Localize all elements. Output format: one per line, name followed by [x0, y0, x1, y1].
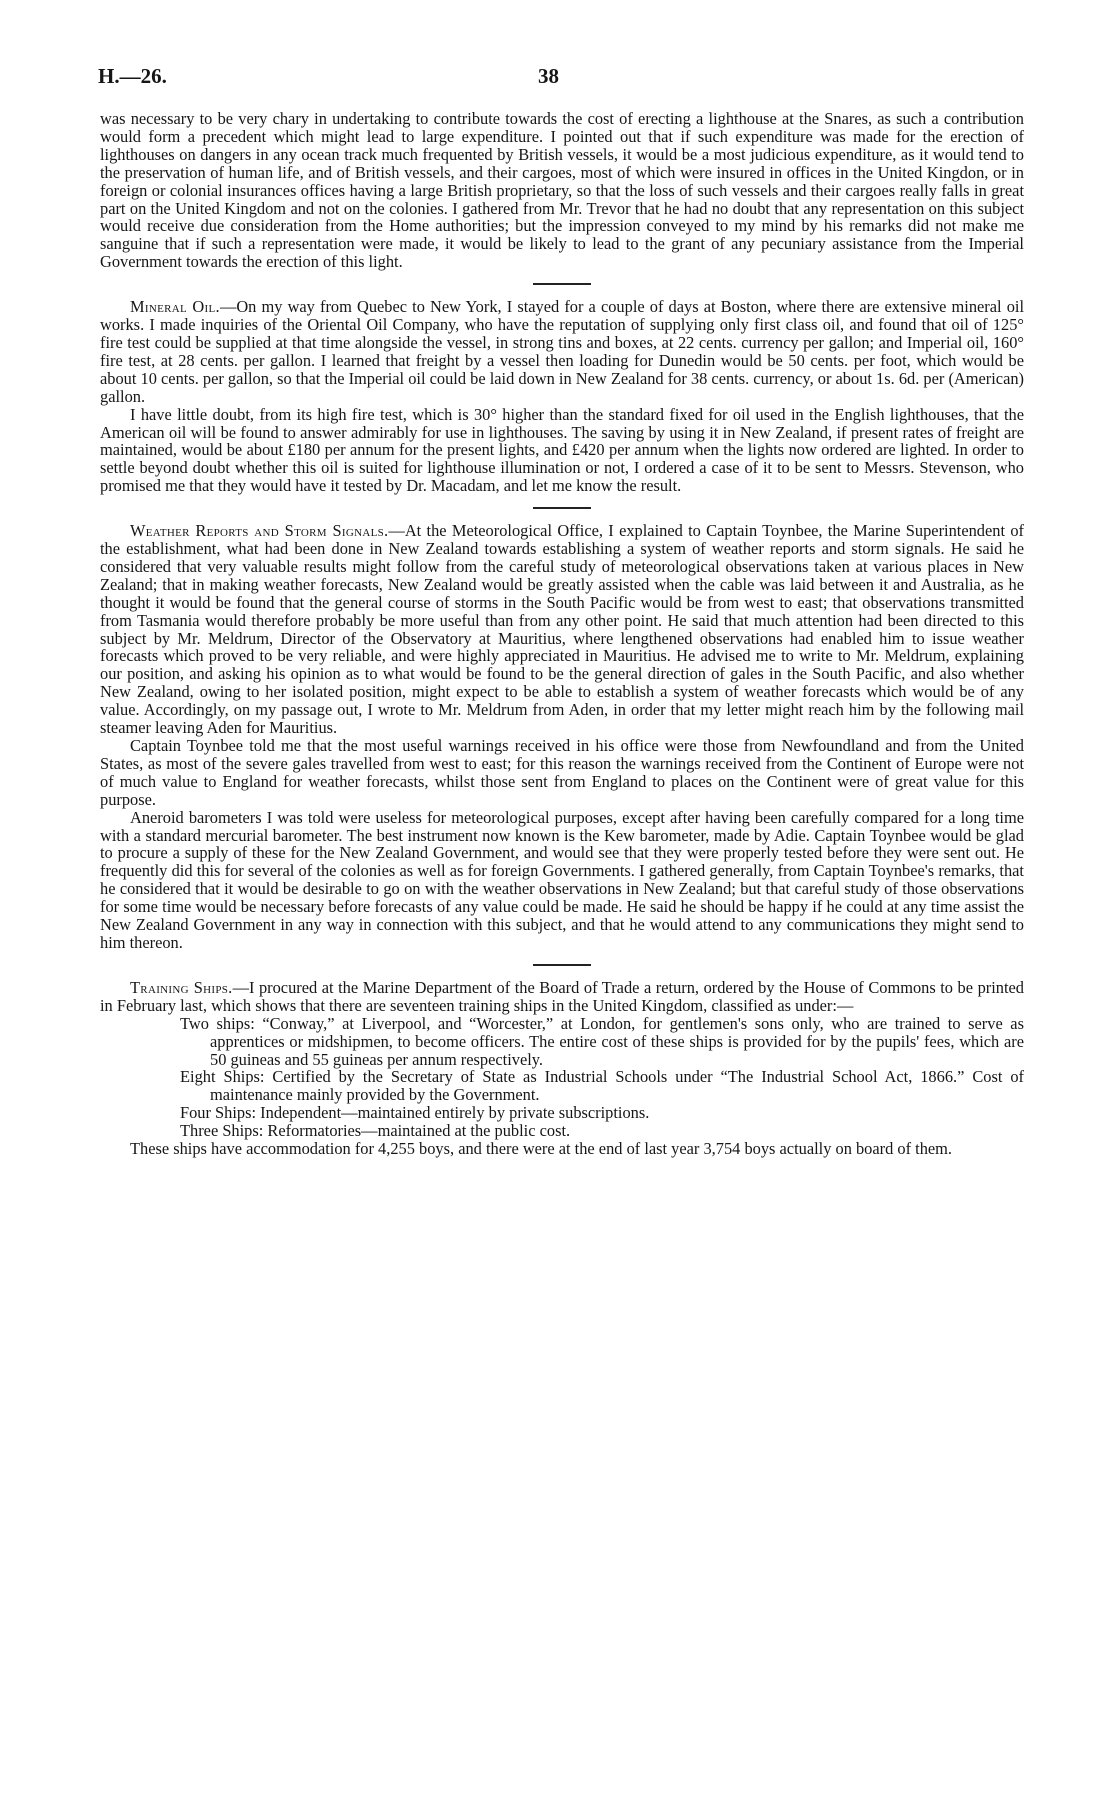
page-number: 38	[538, 64, 559, 88]
weather-paragraph-2: Captain Toynbee told me that the most useful warnings received in his office were those from Newfoundland and from the United States, as most of the severe gales travelled from west to east; for this reason the warnings received from the Continent of Europe were not of much value to England for weather forecasts, whilst those sent from England to places on the Continent were of great value for this purpose.	[100, 736, 1024, 809]
mineral-oil-heading: Mineral Oil.	[130, 297, 220, 317]
weather-paragraph-1	[100, 522, 1024, 737]
training-item	[180, 1104, 1024, 1122]
training-heading: Training Ships.	[130, 977, 233, 997]
training-intro-text: —I procured at the Marine Department of the Board of Trade a return, ordered by the House of Commons to be printed in February last, which shows that there are seventeen training ships in the United Kingdom, classified as under:—	[100, 977, 1024, 1015]
training-item-text: Independent—maintained entirely by private subscriptions.	[260, 1103, 650, 1123]
weather-heading: Weather Reports and Storm Signals.	[130, 521, 389, 541]
weather-text-1: —At the Meteorological Office, I explained to Captain Toynbee, the Marine Superintendent of the establishment, what had been done in New Zealand towards establishing a system of weather reports and storm signals. He said he considered that very valuable results might follow from the careful study of meteorological observations taken at various places in New Zealand; that in making weather forecasts, New Zealand would be greatly assisted when the cable was laid between it and Australia, as he thought it would be found that the general course of storms in the South Pacific would be from west to east; that observations transmitted from Tasmania would therefore probably be more useful than from any other point. He said that much attention had been directed to this subject by Mr. Meldrum, Director of the Observatory at Mauritius, where lengthened observations had enabled him to issue weather forecasts which proved to be very reliable, and were highly appreciated in Mauritius. He advised me to write to Mr. Meldrum, explaining our position, and asking his opinion as to what would be found to be the general direction of gales in the South Pacific, and also whether New Zealand, owing to her isolated position, might expect to be able to establish a system of weather forecasts which would be of any value. Accordingly, on my passage out, I wrote to Mr. Meldrum from Aden, in order that my letter might reach him by the following mail steamer leaving Aden for Mauritius.	[100, 521, 1024, 738]
training-item-label: Two ships:	[180, 1013, 255, 1033]
training-item-label: Four Ships:	[180, 1103, 257, 1123]
training-item	[180, 1015, 1024, 1069]
training-item-text: Reformatories—maintained at the public cost.	[267, 1121, 571, 1141]
training-item-text: Certified by the Secretary of State as Industrial Schools under “The Industrial School Act, 1866.” Cost of maintenance mainly provided by the Government.	[210, 1067, 1024, 1105]
document-reference: H.—26.	[98, 64, 167, 88]
mineral-oil-paragraph-2: I have little doubt, from its high fire test, which is 30° higher than the standard fixed for oil used in the English lighthouses, that the American oil will be found to answer admirably for use in lighthouses. The saving by using it in New Zealand, if present rates of freight are maintained, would be about £180 per annum for the present lights, and £420 per annum when the lights now ordered are lighted. In order to settle beyond doubt whether this oil is suited for lighthouse illumination or not, I ordered a case of it to be sent to Messrs. Stevenson, who promised me that they would have it tested by Dr. Macadam, and let me know the result.	[100, 404, 1024, 496]
mineral-oil-text-1: —On my way from Quebec to New York, I stayed for a couple of days at Boston, where there are extensive mineral oil works. I made inquiries of the Oriental Oil Company, who have the reputation of supplying only first class oil, and found that oil of 125° fire test could be supplied at that time alongside the vessel, in strong tins and boxes, at 22 cents. currency per gallon; and Imperial oil, 160° fire test, at 28 cents. per gallon. I learned that freight by a vessel then loading for Dunedin would be 50 cents. per foot, which would be about 10 cents. per gallon, so that the Imperial oil could be laid down in New Zealand for 38 cents. currency, or about 1s. 6d. per (American) gallon.	[100, 297, 1025, 406]
weather-paragraph-3: Aneroid barometers I was told were useless for meteorological purposes, except after having been carefully compared for a long time with a standard mercurial barometer. The best instrument now known is the Kew barometer, made by Adie. Captain Toynbee would be glad to procure a supply of these for the New Zealand Government, and would see that they were properly tested before they were sent out. He frequently did this for several of the colonies as well as for foreign Governments. I gathered generally, from Captain Toynbee's remarks, that he considered that it would be desirable to go on with the weather observations in New Zealand; but that careful study of those observations for some time would be necessary before forecasts of any value could be made. He said he should be happy if he could at any time assist the New Zealand Government in any way in connection with this subject, and that he would attend to any communications they might send to him thereon.	[100, 807, 1024, 952]
training-item-label: Eight Ships:	[180, 1067, 265, 1087]
training-item	[180, 1068, 1024, 1104]
section-divider	[533, 283, 591, 285]
intro-paragraph: was necessary to be very chary in undertaking to contribute towards the cost of erecting a lighthouse at the Snares, as such a contribution would form a precedent which might lead to large expenditure. I pointed out that if such expenditure was made for the erection of lighthouses on dangers in any ocean track much frequented by British vessels, it would be a most judicious expenditure, as it would tend to the preservation of human life, and of British vessels, and their cargoes, most of which were insured in offices in the United Kingdon, or in foreign or colonial insurances offices having a large British proprietary, so that the loss of such vessels and their cargoes really falls in great part on the United Kingdom and not on the colonies. I gathered from Mr. Trevor that he had no doubt that any representation on this subject would receive due consideration from the Home authorities; but the impression conveyed to my mind by his remarks did not make me sanguine that if such a representation were made, it would be likely to lead to the grant of any pecuniary assistance from the Imperial Government towards the erection of this light.	[100, 109, 1024, 272]
training-closing-paragraph: These ships have accommodation for 4,255 boys, and there were at the end of last year 3,754 boys actually on board of them.	[130, 1139, 953, 1159]
section-divider	[533, 964, 591, 966]
section-divider	[533, 507, 591, 509]
training-item	[180, 1122, 1024, 1140]
training-item-text: “Conway,” at Liverpool, and “Worcester,” at London, for gentlemen's sons only, who are trained to serve as apprentices or midshipmen, to become officers. The entire cost of these ships is provided for by the pupils' fees, which are 50 guineas and 55 guineas per annum respectively.	[210, 1013, 1024, 1069]
document-body	[100, 110, 1024, 1158]
mineral-oil-paragraph-1	[100, 298, 1024, 405]
training-paragraph-intro	[100, 979, 1024, 1015]
training-item-label: Three Ships:	[180, 1121, 264, 1141]
